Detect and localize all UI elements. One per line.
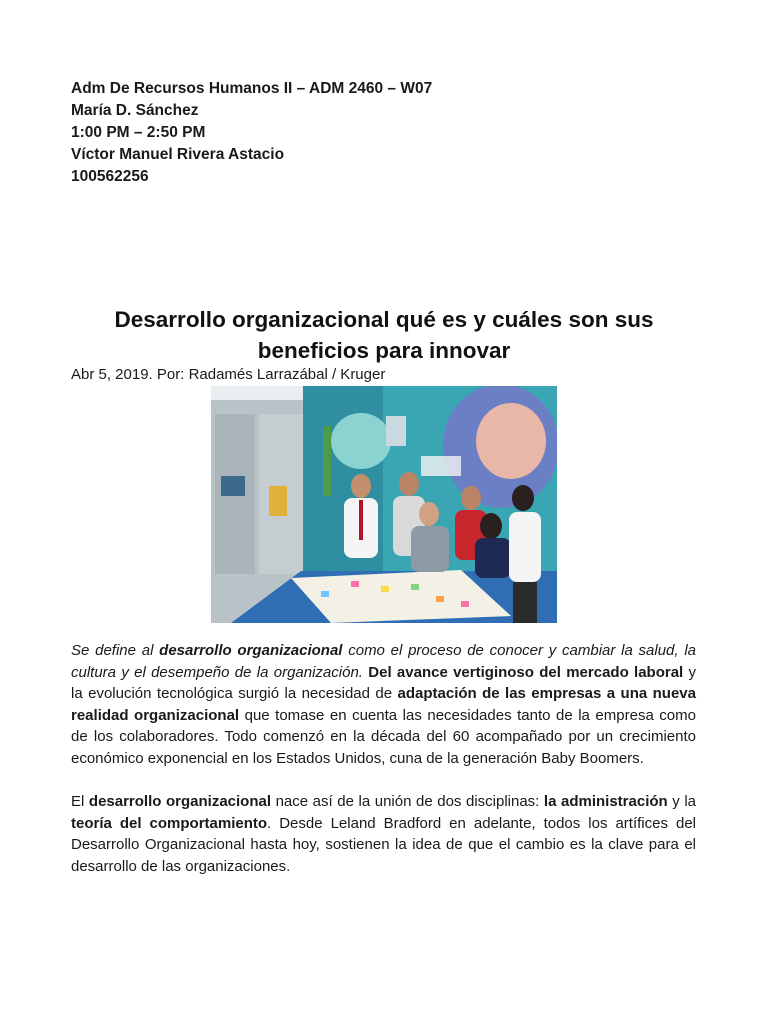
p1-highlight-2: adaptación de las empresas a una nueva realidad organizacional: [71, 685, 696, 724]
p1-text-2: que tomase en cuenta las necesidades tanto de la empresa como de los colaboradores. Todo comenzó en la década del 60 acompañado por un crecimiento económico exponencial en los Estados Unidos, cuna de la generación Baby Boomers.: [71, 706, 696, 767]
article-byline: Abr 5, 2019. Por: Radamés Larrazábal / Kruger: [71, 366, 386, 383]
p1-highlight-1: Del avance vertiginoso del mercado laboral: [368, 663, 684, 681]
p2-text-2: nace así de la unión de dos disciplinas:: [271, 793, 544, 810]
p2-highlight-1: desarrollo organizacional: [88, 793, 272, 810]
p2-highlight-2: la administración: [543, 793, 668, 810]
paragraph-1: [71, 640, 696, 769]
p2-text-1: El: [71, 793, 89, 810]
p1-text-1: y la evolución tecnológica surgió la necesidad de: [71, 663, 697, 702]
p2-text-4: . Desde Leland Bradford en adelante, todos los artífices del Desarrollo Organizacional hasta hoy, sostienen la idea de que el cambio es la clave para el desarrollo de las organizaciones.: [71, 814, 696, 875]
p2-highlight-3: teoría del comportamiento: [71, 814, 268, 832]
student-name-line: Víctor Manuel Rivera Astacio: [71, 146, 285, 163]
course-line: Adm De Recursos Humanos II – ADM 2460 – W07: [71, 80, 433, 97]
paragraph-2: [71, 791, 696, 877]
header-block: [71, 78, 432, 188]
article-title: Desarrollo organizacional qué es y cuáles son sus beneficios para innovar: [114, 307, 654, 363]
article-photo: [211, 386, 557, 623]
p1-term: desarrollo organizacional: [159, 642, 343, 659]
professor-line: María D. Sánchez: [71, 102, 199, 119]
p1-intro: Se define al: [71, 642, 160, 659]
schedule-line: 1:00 PM – 2:50 PM: [71, 124, 206, 141]
student-id-line: 100562256: [71, 168, 149, 185]
p2-text-3: y la: [667, 793, 696, 810]
p1-definition: como el proceso de conocer y cambiar la salud, la cultura y el desempeño de la organización.: [71, 642, 696, 681]
